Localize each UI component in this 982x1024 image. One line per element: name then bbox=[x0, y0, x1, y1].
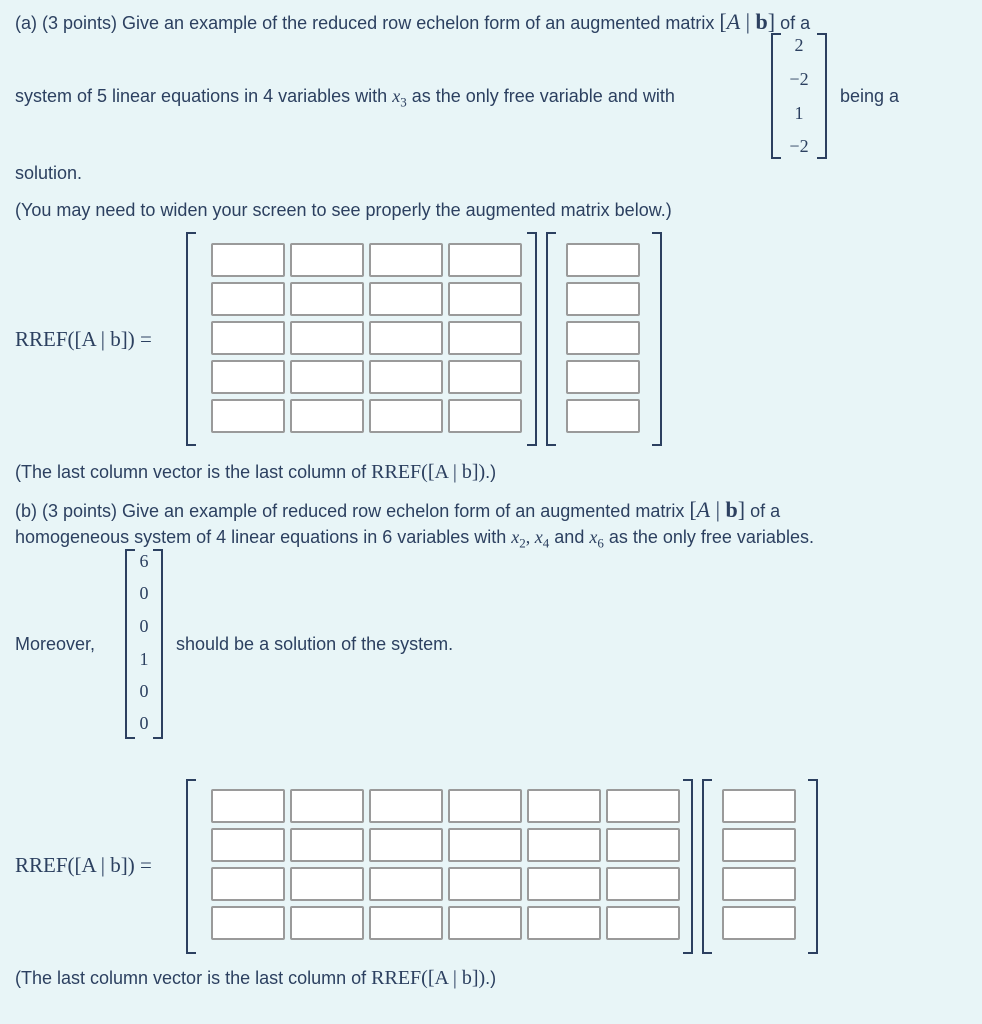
rref-label-b: RREF([A | b]) = bbox=[15, 853, 152, 877]
vector-entry: 6 bbox=[139, 551, 149, 571]
matrix-cell-input[interactable] bbox=[211, 360, 285, 394]
matrix-cell-input[interactable] bbox=[369, 243, 443, 277]
matrix-cell-input[interactable] bbox=[606, 867, 680, 901]
rhs-cell-input[interactable] bbox=[566, 360, 640, 394]
matrix-bracket-right bbox=[652, 232, 662, 446]
rhs-cell-input[interactable] bbox=[722, 789, 796, 823]
matrix-bracket-mid-left bbox=[702, 779, 712, 954]
matrix-cell-input[interactable] bbox=[211, 243, 285, 277]
matrix-cell-input[interactable] bbox=[369, 360, 443, 394]
matrix-cell-input[interactable] bbox=[290, 789, 364, 823]
part-a-solution-vector bbox=[771, 33, 827, 159]
matrix-cell-input[interactable] bbox=[290, 828, 364, 862]
matrix-cell-input[interactable] bbox=[290, 282, 364, 316]
rhs-cell-input[interactable] bbox=[566, 282, 640, 316]
matrix-cell-input[interactable] bbox=[211, 321, 285, 355]
vector-entry: 2 bbox=[794, 35, 804, 55]
rhs-cell-input[interactable] bbox=[566, 399, 640, 433]
widen-note: (You may need to widen your screen to see properly the augmented matrix below.) bbox=[15, 200, 672, 220]
matrix-cell-input[interactable] bbox=[211, 867, 285, 901]
matrix-cell-input[interactable] bbox=[606, 789, 680, 823]
rhs-column-b bbox=[722, 789, 798, 942]
part-b-solution-vector bbox=[125, 549, 163, 739]
matrix-cell-input[interactable] bbox=[211, 828, 285, 862]
matrix-cell-input[interactable] bbox=[369, 867, 443, 901]
rhs-cell-input[interactable] bbox=[566, 321, 640, 355]
part-a-line1: (a) (3 points) Give an example of the reduced row echelon form of an augmented matrix [A | b] of a bbox=[15, 9, 811, 34]
matrix-cell-input[interactable] bbox=[606, 906, 680, 940]
matrix-bracket-left bbox=[186, 779, 196, 954]
vector-entry: 0 bbox=[139, 616, 149, 636]
matrix-cell-input[interactable] bbox=[527, 828, 601, 862]
matrix-cell-input[interactable] bbox=[211, 399, 285, 433]
matrix-cell-input[interactable] bbox=[290, 243, 364, 277]
matrix-cell-input[interactable] bbox=[606, 828, 680, 862]
matrix-cell-input[interactable] bbox=[369, 906, 443, 940]
matrix-cell-input[interactable] bbox=[290, 867, 364, 901]
matrix-cell-input[interactable] bbox=[211, 282, 285, 316]
matrix-cell-input[interactable] bbox=[448, 867, 522, 901]
vector-entry: 0 bbox=[139, 681, 149, 701]
vector-entry: 0 bbox=[139, 713, 149, 733]
matrix-cell-input[interactable] bbox=[448, 399, 522, 433]
part-a-line2: system of 5 linear equations in 4 variables with $x_3$ as the only free variable and with bbox=[15, 86, 675, 110]
matrix-cell-input[interactable] bbox=[211, 789, 285, 823]
rhs-column-a bbox=[566, 243, 642, 435]
matrix-cell-input[interactable] bbox=[448, 789, 522, 823]
matrix-bracket-mid-right bbox=[527, 232, 537, 446]
rhs-cell-input[interactable] bbox=[566, 243, 640, 277]
matrix-cell-input[interactable] bbox=[290, 321, 364, 355]
coefficient-grid-a bbox=[211, 243, 524, 435]
matrix-cell-input[interactable] bbox=[369, 321, 443, 355]
rhs-cell-input[interactable] bbox=[722, 906, 796, 940]
should-be-solution-text: should be a solution of the system. bbox=[176, 634, 454, 654]
matrix-cell-input[interactable] bbox=[369, 828, 443, 862]
matrix-cell-input[interactable] bbox=[527, 789, 601, 823]
augmented-matrix-notation: [A | b] bbox=[719, 9, 776, 34]
matrix-cell-input[interactable] bbox=[448, 360, 522, 394]
coefficient-grid-b bbox=[211, 789, 682, 942]
matrix-cell-input[interactable] bbox=[290, 360, 364, 394]
matrix-cell-input[interactable] bbox=[448, 282, 522, 316]
matrix-cell-input[interactable] bbox=[369, 282, 443, 316]
matrix-cell-input[interactable] bbox=[448, 243, 522, 277]
last-column-note-a: (The last column vector is the last column of RREF([A | b]).) bbox=[15, 461, 497, 483]
rhs-cell-input[interactable] bbox=[722, 828, 796, 862]
matrix-cell-input[interactable] bbox=[369, 399, 443, 433]
vector-entry: 1 bbox=[139, 649, 149, 669]
matrix-bracket-mid-left bbox=[546, 232, 556, 446]
last-column-note-b: (The last column vector is the last column of RREF([A | b]).) bbox=[15, 967, 497, 989]
vector-entry: 0 bbox=[139, 583, 149, 603]
matrix-cell-input[interactable] bbox=[211, 906, 285, 940]
moreover-text: Moreover, bbox=[15, 634, 96, 654]
vector-entry: −2 bbox=[789, 136, 809, 156]
matrix-cell-input[interactable] bbox=[290, 906, 364, 940]
matrix-cell-input[interactable] bbox=[527, 906, 601, 940]
vector-entry: 1 bbox=[794, 103, 804, 123]
being-a-text: being a bbox=[840, 86, 900, 106]
vector-entry: −2 bbox=[789, 69, 809, 89]
matrix-bracket-right bbox=[808, 779, 818, 954]
rref-label-a: RREF([A | b]) = bbox=[15, 327, 152, 351]
matrix-cell-input[interactable] bbox=[448, 828, 522, 862]
matrix-bracket-left bbox=[186, 232, 196, 446]
matrix-cell-input[interactable] bbox=[290, 399, 364, 433]
matrix-bracket-mid-right bbox=[683, 779, 693, 954]
matrix-cell-input[interactable] bbox=[448, 321, 522, 355]
rhs-cell-input[interactable] bbox=[722, 867, 796, 901]
part-b-line2: homogeneous system of 4 linear equations in 6 variables with $x_2$, $x_4$ and $x_6$ as the only free variables. bbox=[15, 527, 814, 551]
part-b-line1: (b) (3 points) Give an example of reduced row echelon form of an augmented matrix [A | b] of a bbox=[15, 497, 781, 522]
matrix-cell-input[interactable] bbox=[448, 906, 522, 940]
solution-word: solution. bbox=[15, 163, 83, 183]
matrix-cell-input[interactable] bbox=[369, 789, 443, 823]
matrix-cell-input[interactable] bbox=[527, 867, 601, 901]
